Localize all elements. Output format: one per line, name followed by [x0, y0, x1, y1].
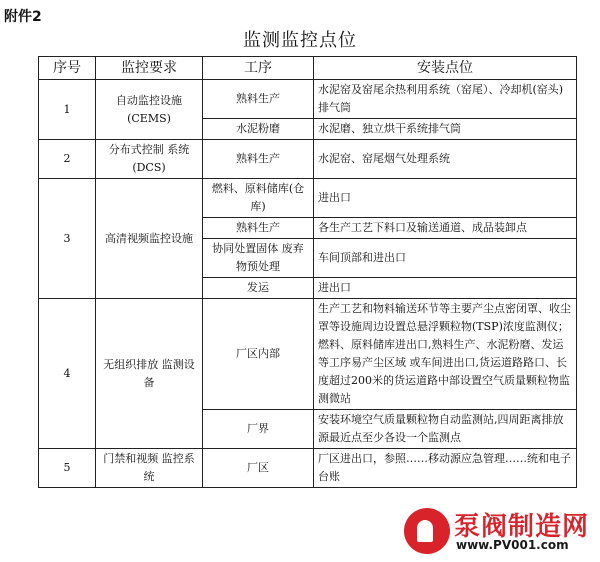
requirement-cell: 自动监控设施(CEMS) [96, 80, 203, 140]
site-watermark [404, 502, 594, 558]
header-location: 安装点位 [314, 57, 577, 80]
monitoring-points-table [38, 56, 577, 488]
watermark-url: www.PV001.com [456, 538, 569, 552]
location-cell: 安装环境空气质量颗粒物自动监测站,四周距离排放源最近点至少各设一个监测点 [314, 410, 577, 449]
page-title: 监测监控点位 [243, 30, 357, 51]
process-cell: 燃料、原料储库(仓库) [203, 179, 314, 218]
location-cell: 车间顶部和进出口 [314, 239, 577, 278]
process-cell: 厂界 [203, 410, 314, 449]
table-header-row [39, 57, 577, 80]
requirement-cell: 高清视频监控设施 [96, 179, 203, 299]
table-row [39, 449, 577, 488]
watermark-site-name: 泵阀制造网 [454, 512, 590, 542]
attachment-label: 附件2 [4, 9, 42, 25]
header-process: 工序 [203, 57, 314, 80]
process-cell: 熟料生产 [203, 80, 314, 119]
process-cell: 厂区 [203, 449, 314, 488]
table-row [39, 140, 577, 179]
serial-cell: 2 [39, 140, 96, 179]
serial-cell: 1 [39, 80, 96, 140]
requirement-cell: 无组织排放 监测设备 [96, 299, 203, 449]
header-requirement: 监控要求 [96, 57, 203, 80]
location-cell: 水泥窑、窑尾烟气处理系统 [314, 140, 577, 179]
location-cell: 厂区进出口，参照……移动源应急管理……统和电子台账 [314, 449, 577, 488]
process-cell: 水泥粉磨 [203, 119, 314, 140]
requirement-cell: 分布式控制 系统(DCS) [96, 140, 203, 179]
location-cell: 各生产工艺下料口及输送通道、成品装卸点 [314, 218, 577, 239]
location-cell: 进出口 [314, 278, 577, 299]
serial-cell: 4 [39, 299, 96, 449]
table-row [39, 299, 577, 410]
requirement-cell: 门禁和视频 监控系统 [96, 449, 203, 488]
process-cell: 厂区内部 [203, 299, 314, 410]
process-cell: 发运 [203, 278, 314, 299]
process-cell: 协同处置固体 废弃物预处理 [203, 239, 314, 278]
location-cell: 水泥窑及窑尾余热利用系统（窑尾）、冷却机(窑头)排气筒 [314, 80, 577, 119]
location-cell: 生产工艺和物料输送环节等主要产尘点密闭罩、收尘罩等设施周边设置总悬浮颗粒物(TSP)浓度监测仪；燃料、原料储库进出口,熟料生产、水泥粉磨、发运等工序易产尘区域 或车间进出口,货运道路路口、长度超过200米的货运道路中部设置空气质量颗粒物监测微站 [314, 299, 577, 410]
serial-cell: 5 [39, 449, 96, 488]
watermark-logo-icon [404, 508, 450, 554]
location-cell: 进出口 [314, 179, 577, 218]
serial-cell: 3 [39, 179, 96, 299]
process-cell: 熟料生产 [203, 218, 314, 239]
location-cell: 水泥磨、独立烘干系统排气筒 [314, 119, 577, 140]
table-row [39, 179, 577, 218]
process-cell: 熟料生产 [203, 140, 314, 179]
header-serial: 序号 [39, 57, 96, 80]
table-row [39, 80, 577, 119]
